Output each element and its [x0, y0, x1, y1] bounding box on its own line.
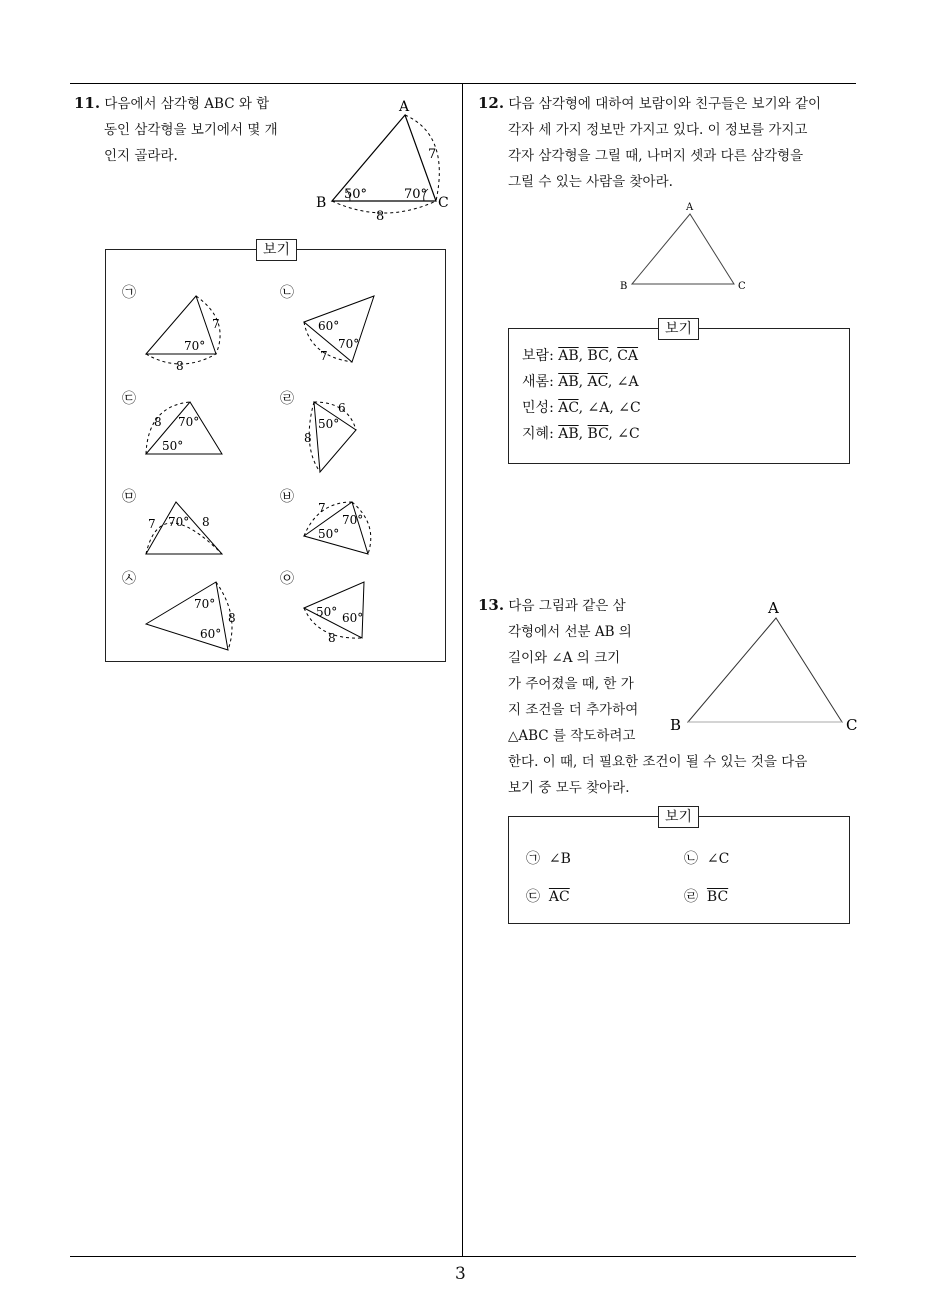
choice-mark: ㉣: [280, 391, 294, 407]
q12-line: 각자 세 가지 정보만 가지고 있다. 이 정보를 가지고: [508, 122, 808, 138]
q13-line: 지 조건을 더 추가하여: [508, 702, 639, 718]
person-name: 지혜: [522, 426, 550, 442]
q11-number: 11.: [74, 94, 101, 112]
angle-c-label: 70°: [404, 187, 428, 202]
vertex-c-label: C: [738, 281, 746, 292]
angle-label: ∠A: [587, 400, 610, 416]
choice-label: 70°: [194, 597, 216, 611]
choice-3-triangle: [140, 396, 235, 464]
q13-choice-3: [526, 886, 570, 906]
q13-bogi-box: [508, 816, 850, 924]
choice-text: $\overline{BC}$: [706, 889, 729, 905]
q13-line: 한다. 이 때, 더 필요한 조건이 될 수 있는 것을 다음: [508, 754, 808, 770]
choice-label: 70°: [184, 339, 206, 353]
q11-line: 다음에서 삼각형 ABC 와 합: [104, 96, 270, 112]
q13-choice-1: [526, 848, 571, 868]
choice-label: 8: [176, 359, 184, 373]
choice-label: 7: [212, 317, 220, 331]
person-name: 새롬: [522, 374, 550, 390]
q13-line: 길이와 ∠A 의 크기: [508, 650, 621, 666]
q13-bogi-label: 보기: [658, 806, 699, 828]
choice-mark: ㉢: [526, 889, 540, 905]
q12-bogi-label: 보기: [658, 318, 699, 340]
choice-label: 60°: [318, 319, 340, 333]
q13-choice-2: [684, 848, 729, 868]
choice-label: 8: [304, 431, 312, 445]
choice-mark: ㉣: [684, 889, 698, 905]
choice-label: 7: [320, 349, 328, 363]
page-number: 3: [455, 1264, 466, 1284]
choice-mark: ㉦: [122, 571, 136, 587]
choice-1-triangle: [140, 290, 240, 375]
segment-label: $\overline{AB}$: [558, 374, 579, 390]
q11-line: 인지 골라라.: [104, 148, 178, 164]
q13-line: 가 주어졌을 때, 한 가: [508, 676, 634, 692]
q13-choice-4: [684, 886, 728, 906]
choice-mark: ㉧: [280, 571, 294, 587]
segment-label: $\overline{BC}$: [587, 348, 609, 364]
vertex-c-label: C: [438, 195, 449, 211]
choice-2-triangle: [298, 292, 388, 372]
q11-line: 동인 삼각형을 보기에서 몇 개: [104, 122, 278, 138]
choice-5-triangle: [140, 496, 235, 560]
vertex-a-label: A: [399, 99, 410, 115]
segment-label: $\overline{CA}$: [617, 348, 639, 364]
angle-label: ∠C: [617, 426, 640, 442]
choice-4-triangle: [298, 396, 368, 476]
segment-label: $\overline{AC}$: [587, 374, 608, 390]
side-bc-label: 8: [376, 209, 385, 224]
side-ac-label: 7: [428, 147, 437, 162]
choice-label: 70°: [178, 415, 200, 429]
choice-label: 70°: [168, 515, 190, 529]
q13-line: △ABC 를 작도하려고: [508, 728, 636, 744]
q12-row: 지혜: $\overline{AB}$, $\overline{BC}$, ∠C: [522, 426, 640, 442]
choice-label: 8: [154, 415, 162, 429]
segment-label: $\overline{AC}$: [558, 400, 579, 416]
q11-triangle-figure: [310, 95, 460, 225]
top-rule: [70, 83, 856, 84]
angle-label: ∠A: [616, 374, 639, 390]
vertex-a-label: A: [768, 599, 779, 617]
angle-b-label: 50°: [344, 187, 368, 202]
q13-triangle-figure: [664, 596, 864, 736]
angle-label: ∠C: [618, 400, 641, 416]
choice-label: 50°: [318, 527, 340, 541]
choice-8-triangle: [298, 576, 378, 646]
choice-label: 50°: [316, 605, 338, 619]
q13-line: 보기 중 모두 찾아라.: [508, 780, 630, 796]
vertex-a-label: A: [686, 202, 694, 213]
choice-label: 7: [148, 517, 156, 531]
bottom-rule: [70, 1256, 856, 1257]
choice-text: ∠B: [548, 851, 571, 867]
person-name: 보람: [522, 348, 550, 364]
person-name: 민성: [522, 400, 550, 416]
choice-mark: ㉠: [526, 851, 540, 867]
choice-label: 70°: [342, 513, 364, 527]
q11-bogi-label: 보기: [256, 239, 297, 261]
choice-label: 8: [228, 611, 236, 625]
choice-mark: ㉤: [122, 489, 136, 505]
choice-label: 50°: [318, 417, 340, 431]
q12-row: 민성: $\overline{AC}$, ∠A, ∠C: [522, 400, 641, 416]
q12-line: 다음 삼각형에 대하여 보람이와 친구들은 보기와 같이: [508, 96, 822, 112]
choice-mark: ㉥: [280, 489, 294, 505]
q13-line: 각형에서 선분 AB 의: [508, 624, 632, 640]
vertex-b-label: B: [670, 716, 682, 734]
vertex-b-label: B: [620, 281, 628, 292]
choice-mark: ㉢: [122, 391, 136, 407]
choice-mark: ㉠: [122, 285, 136, 301]
choice-mark: ㉡: [280, 285, 294, 301]
choice-text: ∠C: [706, 851, 730, 867]
q12-text: [478, 90, 858, 195]
choice-label: 60°: [200, 627, 222, 641]
choice-label: 6: [338, 401, 346, 415]
choice-text: $\overline{AC}$: [548, 889, 570, 905]
choice-label: 8: [202, 515, 210, 529]
choice-label: 50°: [162, 439, 184, 453]
q12-line: 그릴 수 있는 사람을 찾아라.: [508, 174, 673, 190]
q11-text: [74, 90, 314, 169]
choice-label: 70°: [338, 337, 360, 351]
q13-line: 다음 그림과 같은 삼: [508, 598, 626, 614]
q12-row: 새롬: $\overline{AB}$, $\overline{AC}$, ∠A: [522, 374, 639, 390]
choice-label: 8: [328, 631, 336, 645]
segment-label: $\overline{BC}$: [587, 426, 609, 442]
q12-number: 12.: [478, 94, 505, 112]
choice-label: 60°: [342, 611, 364, 625]
choice-7-triangle: [140, 576, 240, 656]
segment-label: $\overline{AB}$: [558, 426, 579, 442]
q12-row: 보람: $\overline{AB}$, $\overline{BC}$, $\overline{CA}$: [522, 348, 639, 364]
choice-mark: ㉡: [684, 851, 698, 867]
segment-label: $\overline{AB}$: [558, 348, 579, 364]
choice-6-triangle: [298, 494, 378, 560]
column-divider: [462, 83, 463, 1256]
choice-label: 7: [318, 501, 326, 515]
q13-number: 13.: [478, 596, 505, 614]
vertex-b-label: B: [316, 195, 327, 211]
q12-triangle-figure: [614, 198, 754, 293]
vertex-c-label: C: [846, 716, 858, 734]
q12-line: 각자 삼각형을 그릴 때, 나머지 셋과 다른 삼각형을: [508, 148, 804, 164]
